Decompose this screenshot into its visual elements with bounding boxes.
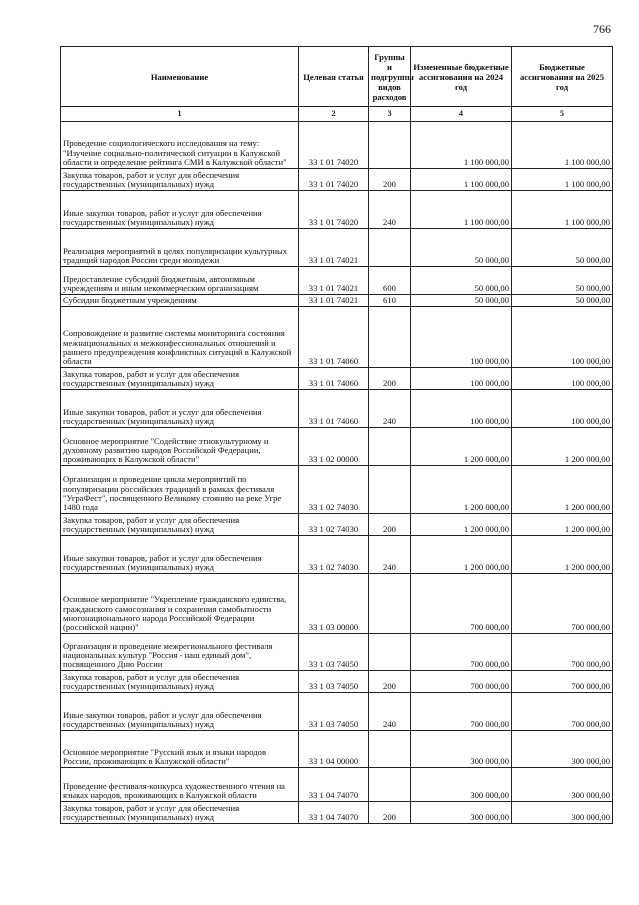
row-expense-group <box>369 307 411 368</box>
row-expense-group: 200 <box>369 368 411 390</box>
row-amount-2024: 700 000,00 <box>411 671 512 693</box>
row-amount-2025: 1 200 000,00 <box>512 514 613 536</box>
row-name: Проведение фестиваля-конкурса художественного чтения на языках народов, проживающих в Калужской области <box>61 768 299 802</box>
row-amount-2024: 1 200 000,00 <box>411 514 512 536</box>
row-name: Закупка товаров, работ и услуг для обеспечения государственных (муниципальных) нужд <box>61 514 299 536</box>
row-amount-2024: 1 100 000,00 <box>411 122 512 169</box>
row-name: Иные закупки товаров, работ и услуг для обеспечения государственных (муниципальных) нужд <box>61 693 299 731</box>
row-expense-group: 600 <box>369 267 411 295</box>
table-row <box>61 122 613 169</box>
row-target-article: 33 1 01 74021 <box>299 295 369 307</box>
table-row <box>61 514 613 536</box>
column-number: 3 <box>369 107 411 122</box>
row-name: Основное мероприятие "Укрепление гражданского единства, гражданского самосознания и сохранения самобытности многонационального народа Российской Федерации (российской нации)" <box>61 574 299 634</box>
row-target-article: 33 1 04 00000 <box>299 731 369 768</box>
row-target-article: 33 1 02 74030 <box>299 466 369 514</box>
table-row <box>61 671 613 693</box>
table-row <box>61 802 613 824</box>
row-expense-group <box>369 634 411 671</box>
row-expense-group: 200 <box>369 671 411 693</box>
row-amount-2024: 50 000,00 <box>411 267 512 295</box>
row-expense-group <box>369 768 411 802</box>
row-name: Иные закупки товаров, работ и услуг для обеспечения государственных (муниципальных) нужд <box>61 390 299 428</box>
row-expense-group <box>369 229 411 267</box>
row-amount-2025: 50 000,00 <box>512 295 613 307</box>
row-name: Сопровождение и развитие системы мониторинга состояния межнациональных и межконфессиональных отношений и раннего предупреждения конфликтных ситуаций в Калужской области <box>61 307 299 368</box>
row-name: Организация и проведение межрегионального фестиваля национальных культур "Россия - наш единый дом", посвященного Дню России <box>61 634 299 671</box>
row-amount-2024: 50 000,00 <box>411 295 512 307</box>
table-body <box>61 122 613 824</box>
row-amount-2024: 700 000,00 <box>411 574 512 634</box>
row-amount-2025: 700 000,00 <box>512 693 613 731</box>
row-expense-group: 240 <box>369 536 411 574</box>
table-row <box>61 634 613 671</box>
row-amount-2025: 1 200 000,00 <box>512 428 613 466</box>
row-expense-group <box>369 428 411 466</box>
row-amount-2024: 300 000,00 <box>411 768 512 802</box>
row-expense-group <box>369 574 411 634</box>
row-amount-2025: 300 000,00 <box>512 768 613 802</box>
row-target-article: 33 1 01 74020 <box>299 191 369 229</box>
column-number: 1 <box>61 107 299 122</box>
row-expense-group: 200 <box>369 514 411 536</box>
header-expense-groups: Группы и подгруппы видов расходов <box>369 47 411 107</box>
row-name: Иные закупки товаров, работ и услуг для обеспечения государственных (муниципальных) нужд <box>61 191 299 229</box>
row-name: Реализация мероприятий в целях популяризации культурных традиций народов России среди молодежи <box>61 229 299 267</box>
row-amount-2024: 1 100 000,00 <box>411 191 512 229</box>
row-target-article: 33 1 01 74021 <box>299 229 369 267</box>
row-name: Закупка товаров, работ и услуг для обеспечения государственных (муниципальных) нужд <box>61 368 299 390</box>
row-amount-2024: 100 000,00 <box>411 368 512 390</box>
row-target-article: 33 1 04 74070 <box>299 768 369 802</box>
row-amount-2025: 50 000,00 <box>512 267 613 295</box>
header-target-article: Целевая статья <box>299 47 369 107</box>
row-amount-2024: 100 000,00 <box>411 307 512 368</box>
row-amount-2025: 1 100 000,00 <box>512 169 613 191</box>
row-amount-2024: 700 000,00 <box>411 693 512 731</box>
row-amount-2024: 1 200 000,00 <box>411 428 512 466</box>
table-row <box>61 536 613 574</box>
row-amount-2025: 100 000,00 <box>512 307 613 368</box>
table-row <box>61 267 613 295</box>
row-target-article: 33 1 01 74060 <box>299 368 369 390</box>
table-row <box>61 428 613 466</box>
table-row <box>61 307 613 368</box>
page-number: 766 <box>593 22 611 36</box>
row-amount-2025: 100 000,00 <box>512 390 613 428</box>
table-row <box>61 229 613 267</box>
row-amount-2025: 700 000,00 <box>512 671 613 693</box>
column-number: 5 <box>512 107 613 122</box>
row-target-article: 33 1 02 74030 <box>299 514 369 536</box>
row-target-article: 33 1 01 74060 <box>299 390 369 428</box>
row-amount-2025: 100 000,00 <box>512 368 613 390</box>
row-target-article: 33 1 01 74020 <box>299 122 369 169</box>
row-name: Иные закупки товаров, работ и услуг для обеспечения государственных (муниципальных) нужд <box>61 536 299 574</box>
row-expense-group: 240 <box>369 390 411 428</box>
row-amount-2025: 1 100 000,00 <box>512 191 613 229</box>
row-amount-2025: 700 000,00 <box>512 574 613 634</box>
row-amount-2024: 1 200 000,00 <box>411 536 512 574</box>
row-name: Проведение социологического исследования на тему: "Изучение социально-политической ситуации в Калужской области и определение рейтинга СМИ в Калужской области" <box>61 122 299 169</box>
row-expense-group <box>369 466 411 514</box>
row-amount-2025: 300 000,00 <box>512 731 613 768</box>
row-target-article: 33 1 01 74021 <box>299 267 369 295</box>
row-target-article: 33 1 01 74020 <box>299 169 369 191</box>
row-amount-2024: 700 000,00 <box>411 634 512 671</box>
table-row <box>61 368 613 390</box>
header-allocations-2024: Измененные бюджетные ассигнования на 2024 год <box>411 47 512 107</box>
column-number: 4 <box>411 107 512 122</box>
header-name: Наименование <box>61 47 299 107</box>
row-target-article: 33 1 01 74060 <box>299 307 369 368</box>
table-row <box>61 731 613 768</box>
row-amount-2025: 1 100 000,00 <box>512 122 613 169</box>
table-row <box>61 693 613 731</box>
table-row <box>61 574 613 634</box>
column-number-row <box>61 107 613 122</box>
row-target-article: 33 1 02 74030 <box>299 536 369 574</box>
row-name: Субсидии бюджетным учреждениям <box>61 295 299 307</box>
row-amount-2024: 300 000,00 <box>411 731 512 768</box>
row-target-article: 33 1 03 74050 <box>299 693 369 731</box>
table-row <box>61 169 613 191</box>
row-expense-group <box>369 122 411 169</box>
table-row <box>61 191 613 229</box>
row-target-article: 33 1 03 74050 <box>299 634 369 671</box>
row-target-article: 33 1 03 00000 <box>299 574 369 634</box>
row-expense-group: 610 <box>369 295 411 307</box>
row-name: Закупка товаров, работ и услуг для обеспечения государственных (муниципальных) нужд <box>61 802 299 824</box>
column-number: 2 <box>299 107 369 122</box>
table-row <box>61 466 613 514</box>
row-amount-2025: 300 000,00 <box>512 802 613 824</box>
row-name: Основное мероприятие "Содействие этнокультурному и духовному развитию народов Российской Федерации, проживающих в Калужской области" <box>61 428 299 466</box>
table-row <box>61 390 613 428</box>
row-target-article: 33 1 02 00000 <box>299 428 369 466</box>
row-name: Закупка товаров, работ и услуг для обеспечения государственных (муниципальных) нужд <box>61 671 299 693</box>
row-amount-2024: 1 200 000,00 <box>411 466 512 514</box>
table-row <box>61 295 613 307</box>
budget-table <box>60 46 613 824</box>
table-row <box>61 768 613 802</box>
row-amount-2024: 100 000,00 <box>411 390 512 428</box>
row-expense-group: 200 <box>369 802 411 824</box>
row-expense-group: 200 <box>369 169 411 191</box>
row-amount-2025: 50 000,00 <box>512 229 613 267</box>
row-name: Основное мероприятие "Русский язык и языки народов России, проживающих в Калужской области" <box>61 731 299 768</box>
row-amount-2025: 1 200 000,00 <box>512 466 613 514</box>
row-amount-2024: 1 100 000,00 <box>411 169 512 191</box>
row-amount-2025: 1 200 000,00 <box>512 536 613 574</box>
row-target-article: 33 1 03 74050 <box>299 671 369 693</box>
row-target-article: 33 1 04 74070 <box>299 802 369 824</box>
row-name: Предоставление субсидий бюджетным, автономным учреждениям и иным некоммерческим организациям <box>61 267 299 295</box>
row-expense-group: 240 <box>369 693 411 731</box>
header-allocations-2025: Бюджетные ассигнования на 2025 год <box>512 47 613 107</box>
row-amount-2024: 300 000,00 <box>411 802 512 824</box>
row-expense-group: 240 <box>369 191 411 229</box>
header-row <box>61 47 613 107</box>
row-amount-2024: 50 000,00 <box>411 229 512 267</box>
row-name: Организация и проведение цикла мероприятий по популяризации российских традиций в рамках фестиваля "УграФест", посвященного Великому стоянию на реке Угре 1480 года <box>61 466 299 514</box>
row-amount-2025: 700 000,00 <box>512 634 613 671</box>
row-name: Закупка товаров, работ и услуг для обеспечения государственных (муниципальных) нужд <box>61 169 299 191</box>
row-expense-group <box>369 731 411 768</box>
